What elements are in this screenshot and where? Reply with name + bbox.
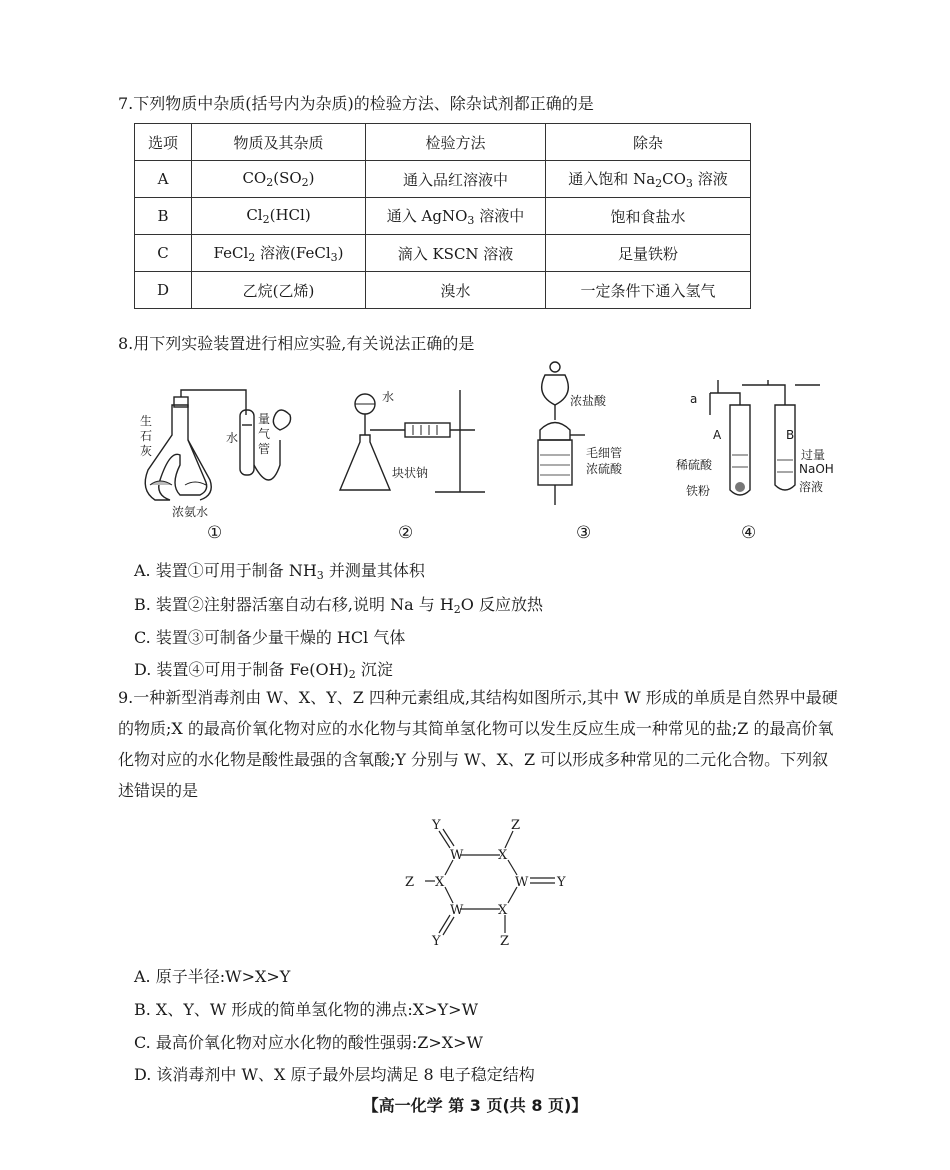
label-solution: 溶液 [799, 480, 824, 494]
label-A: A [713, 428, 722, 442]
atom-x-bottom: X [498, 903, 508, 918]
apparatus-number-4: ④ [741, 523, 757, 543]
label-quicklime-2: 石 [140, 429, 153, 443]
label-excess: 过量 [801, 448, 826, 462]
q8-option-b: B. 装置②注射器活塞自动右移,说明 Na 与 $H_2O$ 反应放热 [134, 595, 543, 616]
atom-x-top: X [498, 848, 508, 863]
atom-y-bottom-left: Y [432, 934, 441, 949]
substance-cell: 乙烷(乙烯) [192, 272, 366, 309]
substance-cell: $CO_2(SO_2)$ [192, 161, 366, 198]
label-water: 水 [226, 431, 239, 445]
label-conc-h2so4: 浓硫酸 [586, 462, 623, 476]
apparatus-number-3: ③ [576, 523, 592, 543]
table-header-cell: 物质及其杂质 [192, 124, 366, 161]
q9-option-d: D. 该消毒剂中 W、X 原子最外层均满足 8 电子稳定结构 [134, 1065, 535, 1084]
remove-cell: 一定条件下通入氢气 [546, 272, 751, 309]
label-naoh: NaOH [799, 462, 834, 476]
label-gas-tube-2: 气 [258, 427, 271, 441]
option-label: C [135, 235, 192, 272]
label-quicklime-3: 灰 [140, 444, 153, 458]
substance-cell: FeCl$_2$ 溶液(FeCl$_3$) [192, 235, 366, 272]
atom-z-bottom: Z [500, 934, 510, 949]
label-capillary: 毛细管 [586, 446, 623, 460]
q9-structure-diagram [395, 815, 580, 955]
page-footer: 【高一化学 第 3 页(共 8 页)】 [362, 1096, 588, 1115]
substance-cell: $Cl_2(HCl)$ [192, 198, 366, 235]
label-conc-ammonia: 浓氨水 [172, 505, 209, 519]
label-dilute-h2so4: 稀硫酸 [676, 458, 713, 472]
q9-option-a: A. 原子半径:W>X>Y [134, 967, 291, 986]
q9-option-c: C. 最高价氧化物对应水化物的酸性强弱:Z>X>W [134, 1033, 484, 1052]
q8-option-d: D. 装置④可用于制备 $Fe(OH)_2$ 沉淀 [134, 660, 393, 681]
apparatus-3-diagram [530, 360, 590, 510]
atom-y-right: Y [557, 875, 566, 890]
q9-stem: 9.一种新型消毒剂由 W、X、Y、Z 四种元素组成,其结构如图所示,其中 W 形成的单质是自然界中最硬的物质;X 的最高价氧化物对应的水化物与其简单氢化物可以发生反应生成一种常见的盐;Z 的最高价氧化物对应的水化物是酸性最强的含氧酸;Y 分别与 W、X、Z 可以形成多种常见的二元化合物。下列叙述错误的是 [118, 688, 838, 800]
label-a: a [690, 392, 698, 406]
q8-stem: 8.用下列实验装置进行相应实验,有关说法正确的是 [118, 334, 475, 353]
test-cell: 溴水 [366, 272, 546, 309]
remove-cell: 通入饱和 $Na_2CO_3$ 溶液 [546, 161, 751, 198]
atom-x-left: X [435, 875, 445, 890]
test-cell: 通入品红溶液中 [366, 161, 546, 198]
option-label: A [135, 161, 192, 198]
atom-w-top: W [450, 848, 464, 863]
option-label: D [135, 272, 192, 309]
label-water-2: 水 [382, 390, 395, 404]
label-B: B [786, 428, 795, 442]
test-cell: 通入 AgNO$_3$ 溶液中 [366, 198, 546, 235]
atom-w-bottom: W [450, 903, 464, 918]
label-quicklime-1: 生 [140, 414, 153, 428]
atom-z-top-right: Z [511, 818, 521, 833]
apparatus-number-2: ② [398, 523, 414, 543]
table-header-row [135, 124, 751, 161]
q8-option-c: C. 装置③可制备少量干燥的 HCl 气体 [134, 628, 406, 647]
label-iron-powder: 铁粉 [686, 484, 711, 498]
atom-z-left: Z [405, 875, 415, 890]
remove-cell: 足量铁粉 [546, 235, 751, 272]
apparatus-number-1: ① [207, 523, 223, 543]
remove-cell: 饱和食盐水 [546, 198, 751, 235]
q7-stem: 7.下列物质中杂质(括号内为杂质)的检验方法、除杂试剂都正确的是 [118, 94, 594, 113]
q9-option-b: B. X、Y、W 形成的简单氢化物的沸点:X>Y>W [134, 1000, 479, 1019]
q8-option-a: A. 装置①可用于制备 $NH_3$ 并测量其体积 [134, 561, 425, 582]
table-header-cell: 选项 [135, 124, 192, 161]
label-sodium: 块状钠 [392, 466, 429, 480]
atom-y-top-left: Y [432, 818, 441, 833]
table-header-cell: 检验方法 [366, 124, 546, 161]
table-row [135, 198, 751, 235]
test-cell: 滴入 KSCN 溶液 [366, 235, 546, 272]
q7-table [134, 123, 751, 309]
option-label: B [135, 198, 192, 235]
label-gas-tube-3: 管 [258, 442, 271, 456]
table-row [135, 161, 751, 198]
label-gas-tube-1: 量 [258, 412, 271, 426]
table-row [135, 235, 751, 272]
apparatus-1-diagram [130, 385, 315, 520]
label-conc-hcl: 浓盐酸 [570, 394, 607, 408]
apparatus-2-diagram [335, 380, 495, 500]
table-row [135, 272, 751, 309]
atom-w-right: W [515, 875, 529, 890]
table-header-cell: 除杂 [546, 124, 751, 161]
